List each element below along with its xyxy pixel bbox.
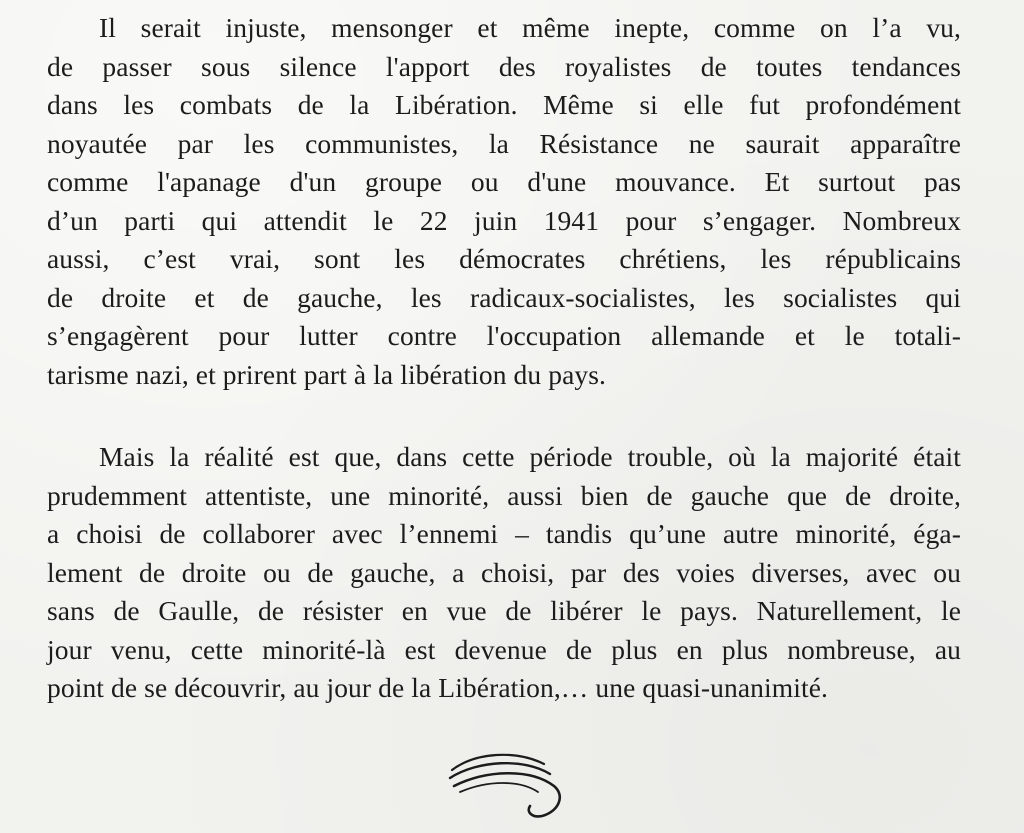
paragraph-2 <box>47 438 961 708</box>
paragraph-1-line-10: tarisme nazi, et prirent part à la libération du pays. <box>47 358 607 390</box>
paragraph-1-line-5: comme l'apanage d'un groupe ou d'une mouvance. Et surtout pas <box>47 166 961 197</box>
paragraph-2-line-1: Mais la réalité est que, dans cette période trouble, où la majorité était <box>99 441 961 472</box>
paragraph-1-line-3: dans les combats de la Libération. Même si elle fut profondément <box>47 89 961 120</box>
paragraph-1-line-9: s’engagèrent pour lutter contre l'occupation allemande et le totali- <box>47 320 961 351</box>
paragraph-1-line-8: de droite et de gauche, les radicaux-socialistes, les socialistes qui <box>47 281 961 313</box>
paragraph-1-line-4: noyautée par les communistes, la Résistance ne saurait apparaître <box>47 127 961 159</box>
paragraph-2-line-3: a choisi de collaborer avec l’ennemi – tandis qu’une autre minorité, éga- <box>47 518 961 549</box>
paragraph-2-line-7: point de se découvrir, au jour de la Libération,… une quasi-unanimité. <box>47 672 829 703</box>
paragraph-1-line-7: aussi, c’est vrai, sont les démocrates chrétiens, les républicains <box>47 243 961 274</box>
paragraph-1-line-2: de passer sous silence l'apport des royalistes de toutes tendances <box>47 50 961 82</box>
paragraph-1 <box>47 9 961 394</box>
paragraph-2-line-5: sans de Gaulle, de résister en vue de libérer le pays. Naturellement, le <box>47 595 961 626</box>
paragraph-1-line-6: d’un parti qui attendit le 22 juin 1941 pour s’engager. Nombreux <box>47 204 961 236</box>
paragraph-2-line-4: lement de droite ou de gauche, a choisi, par des voies diverses, avec ou <box>47 556 961 588</box>
paragraph-2-line-6: jour venu, cette minorité-là est devenue de plus en plus nombreuse, au <box>47 633 961 665</box>
flourish-ornament-icon <box>446 742 586 822</box>
paragraph-1-line-1: Il serait injuste, mensonger et même inepte, comme on l’a vu, <box>99 12 961 43</box>
paragraph-2-line-2: prudemment attentiste, une minorité, aussi bien de gauche que de droite, <box>47 479 961 511</box>
